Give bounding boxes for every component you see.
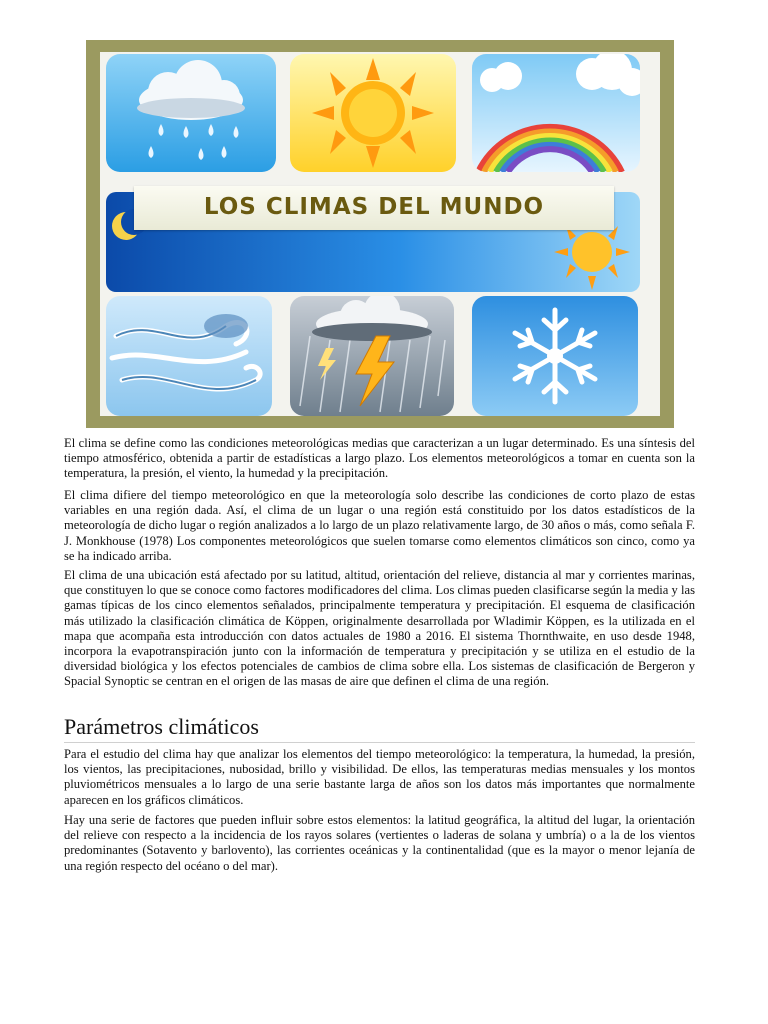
paragraph-climate-classification: El clima de una ubicación está afectado por su latitud, altitud, orientación del relieve, distancia al mar y corrientes marinas, que constituyen lo que se conoce como factores modificadores del clima. Los climas pueden clasificarse según la media y las gamas típicas de los cinco elementos señalados, principalmente temperatura y precipitación. El esquema de clasificación más utilizado la clasificación climática de Köppen, originalmente desarrollada por Wladimir Köppen, es la utilizada en el mapa que acompaña esta introducción con datos actuales de 1980 a 2016. El sistema Thornthwaite, en uso desde 1948, incorpora la evapotranspiración junto con la información de temperatura y precipitación y se utiliza en el estudio de la diversidad biológica y los efectos potenciales de cambios de clima sobre ella. Los sistemas de clasificación de Bergeron y Spacial Synoptic se centran en el origen de las masas de aire que definen el clima de una región. xyxy=(64,568,695,689)
wind-icon xyxy=(106,296,272,416)
illustration-panel xyxy=(100,52,660,416)
thunderstorm-icon xyxy=(290,296,454,416)
banner-title-band xyxy=(134,186,614,230)
banner-title: LOS CLIMAS DEL MUNDO xyxy=(203,194,545,220)
paragraph-climate-definition: El clima se define como las condiciones meteorológicas medias que caracterizan a un lugar determinado. Es una síntesis del tiempo atmosférico, obtenida a partir de estadísticas a largo plazo. Los elementos meteorológicos a tomar en cuenta son la temperatura, la presión, el viento, la humedad y la precipitación. xyxy=(64,436,695,481)
rainbow-icon xyxy=(472,54,640,172)
paragraph-climate-elements: Para el estudio del clima hay que analizar los elementos del tiempo meteorológico: la temperatura, la humedad, la presión, los vientos, las precipitaciones, nubosidad, brillo y visibilidad. De ellos, las temperaturas medias mensuales y los montos pluviométricos mensuales a lo largo de una serie bastante larga de años son los datos más importantes que normalmente aparecen en los gráficos climáticos. xyxy=(64,747,695,807)
snowflake-icon xyxy=(472,296,638,416)
climate-illustration xyxy=(86,40,674,428)
rain-cloud-icon xyxy=(106,54,276,172)
paragraph-climate-vs-weather: El clima difiere del tiempo meteorológico en que la meteorología solo describe las condiciones de corto plazo de estas variables en una región dada. Así, el clima de un lugar o una región está constituido por los datos estadísticos de la meteorología de dicho lugar o región analizados a lo largo de un plazo relativamente largo, de 30 años o más, como señala F. J. Monkhouse (1978) Los componentes meteorológicos que suelen tomarse como elementos climáticos son cinco, como ya se ha indicado arriba. xyxy=(64,488,695,563)
sun-icon xyxy=(290,54,456,172)
section-heading: Parámetros climáticos xyxy=(64,714,695,743)
paragraph-climate-factors: Hay una serie de factores que pueden influir sobre estos elementos: la latitud geográfica, la altitud del lugar, la orientación del relieve con respecto a la incidencia de los rayos solares (vertientes o laderas de solana y umbría) o a la de los vientos predominantes (Sotavento y barlovento), las corrientes oceánicas y la continentalidad (que es la mayor o menor lejanía de una región respecto del océano o del mar). xyxy=(64,813,695,873)
